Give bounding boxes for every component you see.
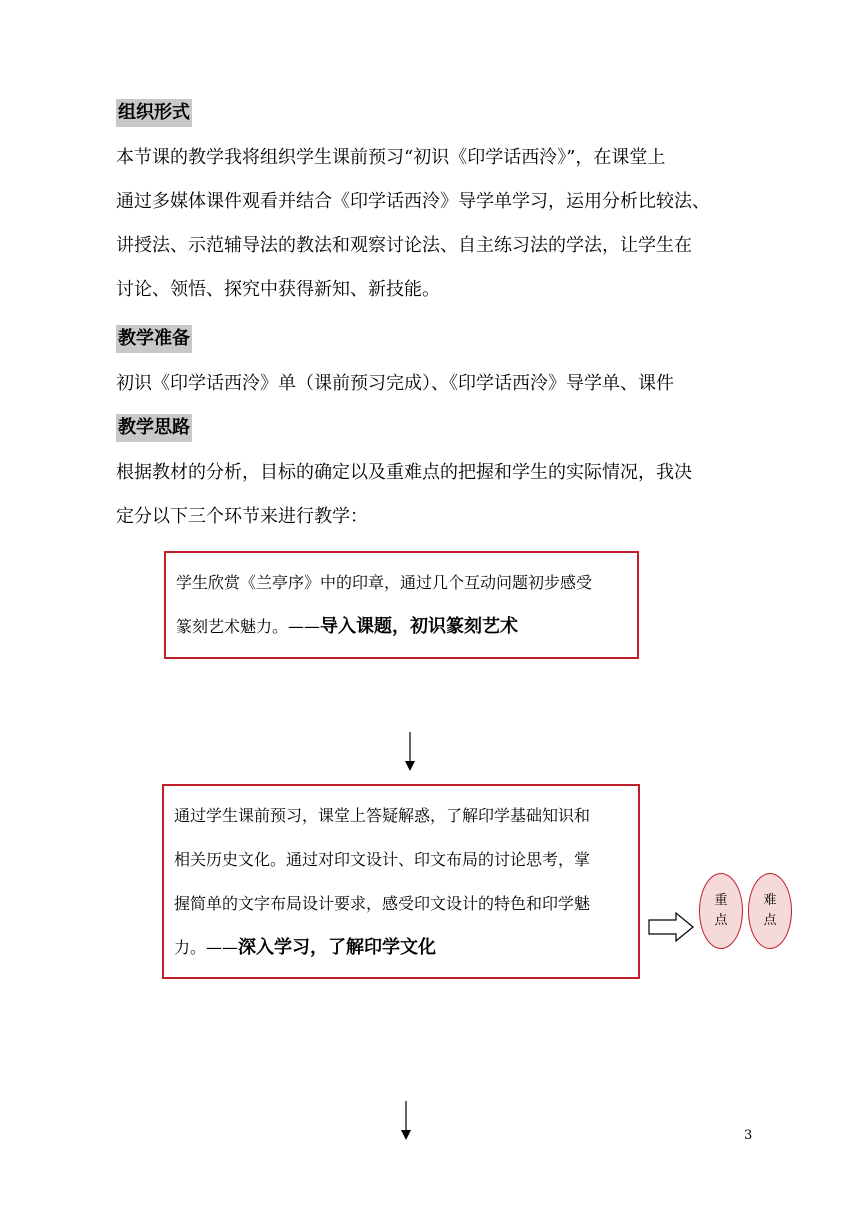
- heading-organization: 组织形式: [116, 99, 192, 127]
- difficult-point-bubble: [748, 873, 792, 949]
- organization-paragraph: [116, 136, 756, 312]
- flow-step-2-text: 力。——: [174, 938, 239, 957]
- preparation-paragraph: 初识《印学话西泠》单（课前预习完成）、《印学话西泠》导学单、课件: [116, 373, 674, 394]
- organization-line-3: 讲授法、示范辅导法的教法和观察讨论法、自主练习法的学法，让学生在: [116, 235, 692, 256]
- heading-teaching-idea: 教学思路: [116, 414, 192, 442]
- flow-step-1-title: 导入课题，初识篆刻艺术: [320, 616, 519, 637]
- flow-step-2-line-1: 通过学生课前预习，课堂上答疑解惑，了解印学基础知识和: [174, 806, 591, 825]
- key-point-char-1: 重: [714, 893, 728, 908]
- heading-preparation: 教学准备: [116, 325, 192, 353]
- flow-step-2-line-2: 相关历史文化。通过对印文设计、印文布局的讨论思考，掌: [174, 850, 591, 869]
- teaching-idea-paragraph: [116, 451, 756, 539]
- teaching-idea-line-1: 根据教材的分析，目标的确定以及重难点的把握和学生的实际情况，我决: [116, 462, 692, 483]
- flow-step-2-line-3: 握简单的文字布局设计要求，感受印文设计的特色和印学魅: [174, 894, 591, 913]
- key-point-char-2: 点: [714, 913, 728, 928]
- flow-step-2-title: 深入学习，了解印学文化: [238, 937, 437, 958]
- teaching-idea-line-2: 定分以下三个环节来进行教学：: [116, 506, 368, 527]
- flow-step-1-line-1: 学生欣赏《兰亭序》中的印章，通过几个互动问题初步感受: [176, 573, 593, 592]
- organization-line-1: 本节课的教学我将组织学生课前预习“初识《印学话西泠》”，在课堂上: [116, 147, 666, 168]
- down-arrow-icon: [404, 732, 416, 772]
- difficult-point-char-2: 点: [763, 913, 777, 928]
- organization-line-4: 讨论、领悟、探究中获得新知、新技能。: [116, 279, 440, 300]
- flow-step-1-box: [164, 551, 639, 659]
- organization-line-2: 通过多媒体课件观看并结合《印学话西泠》导学单学习，运用分析比较法、: [116, 191, 710, 212]
- flow-step-2-box: [162, 784, 640, 979]
- down-arrow-icon: [400, 1101, 412, 1141]
- flow-step-1-text: 篆刻艺术魅力。——: [176, 617, 321, 636]
- flow-step-2-line-4: [174, 926, 628, 970]
- key-point-bubble: [699, 873, 743, 949]
- flow-step-1-line-2: [176, 605, 627, 649]
- right-arrow-icon: [648, 912, 694, 942]
- difficult-point-char-1: 难: [763, 893, 777, 908]
- page-number: 3: [744, 1128, 753, 1143]
